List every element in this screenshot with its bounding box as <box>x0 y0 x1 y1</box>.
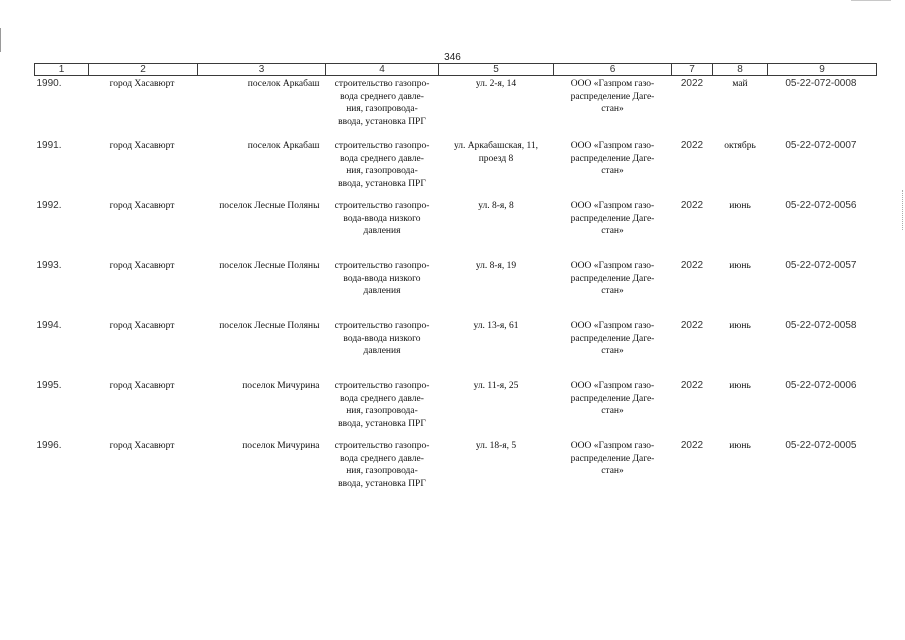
row-number: 1992. <box>36 200 62 211</box>
year-cell: 2022 <box>680 320 704 331</box>
work-type-cell-line: вода-ввода низкого <box>343 273 421 284</box>
table-row <box>35 76 877 139</box>
work-type-cell-line: ввода, установка ПРГ <box>338 178 426 189</box>
month-cell: октябрь <box>724 141 756 151</box>
address-cell-line: ул. 13-я, 61 <box>473 321 519 331</box>
work-type-cell-line: ния, газопровода- <box>346 406 418 416</box>
row-number: 1995. <box>36 380 62 391</box>
organization-cell-line: ООО «Газпром газо- <box>570 321 655 331</box>
settlement-cell: поселок Лесные Поляны <box>219 261 320 271</box>
organization-cell-line: распределение Даге- <box>570 153 655 164</box>
year-cell: 2022 <box>680 380 704 391</box>
work-type-cell-line: вода-ввода низкого <box>343 213 421 224</box>
work-type-cell-line: ввода, установка ПРГ <box>338 116 426 127</box>
work-type-cell <box>326 138 439 198</box>
organization-cell-line: ООО «Газпром газо- <box>570 261 655 271</box>
year-cell: 2022 <box>680 78 704 89</box>
work-type-cell <box>326 76 439 139</box>
work-type-cell-line: вода среднего давле- <box>340 91 424 102</box>
work-type-cell <box>326 378 439 438</box>
address-cell-line: ул. 2-я, 14 <box>475 79 517 89</box>
year-cell: 2022 <box>680 440 704 451</box>
city-cell: город Хасавюрт <box>109 321 175 331</box>
organization-cell-line: ООО «Газпром газо- <box>570 141 655 151</box>
work-type-cell-line: вода среднего давле- <box>340 393 424 404</box>
year-cell: 2022 <box>680 200 704 211</box>
work-type-cell-line: вода среднего давле- <box>340 453 424 464</box>
month-cell: июнь <box>729 381 751 391</box>
table-row <box>35 318 877 378</box>
column-number-row <box>35 64 877 76</box>
organization-cell-line: распределение Даге- <box>570 453 655 464</box>
work-type-cell-line: давления <box>363 226 401 236</box>
work-type-cell-line: вода-ввода низкого <box>343 333 421 344</box>
month-cell: июнь <box>729 441 751 451</box>
organization-cell-line: распределение Даге- <box>570 91 655 102</box>
organization-cell <box>554 378 672 438</box>
organization-cell-line: стан» <box>601 406 624 416</box>
work-type-cell-line: строительство газопро- <box>334 79 430 89</box>
month-cell: июнь <box>729 201 751 211</box>
year-cell: 2022 <box>680 140 704 151</box>
settlement-cell: поселок Мичурина <box>242 381 320 391</box>
work-type-cell-line: строительство газопро- <box>334 261 430 271</box>
organization-cell-line: стан» <box>601 166 624 176</box>
table-row <box>35 138 877 198</box>
object-code-cell: 05-22-072-0008 <box>785 78 857 89</box>
row-number: 1991. <box>36 140 62 151</box>
address-cell <box>439 198 554 258</box>
settlement-cell: поселок Аркабаш <box>247 141 320 151</box>
year-cell: 2022 <box>680 260 704 271</box>
organization-cell <box>554 198 672 258</box>
settlement-cell: поселок Лесные Поляны <box>219 321 320 331</box>
organization-cell <box>554 438 672 498</box>
row-number: 1993. <box>36 260 62 271</box>
city-cell: город Хасавюрт <box>109 79 175 89</box>
column-header: 6 <box>554 64 672 76</box>
scan-corner-mark <box>851 0 891 1</box>
organization-cell-line: распределение Даге- <box>570 393 655 404</box>
column-header: 8 <box>713 64 768 76</box>
work-type-cell <box>326 318 439 378</box>
column-header: 5 <box>439 64 554 76</box>
row-number: 1996. <box>36 440 62 451</box>
address-cell-line: ул. 18-я, 5 <box>475 441 517 451</box>
address-cell <box>439 138 554 198</box>
work-type-cell-line: ввода, установка ПРГ <box>338 418 426 429</box>
address-cell <box>439 258 554 318</box>
organization-cell-line: стан» <box>601 286 624 296</box>
address-cell <box>439 76 554 139</box>
row-number: 1990. <box>36 78 62 89</box>
column-header: 7 <box>672 64 713 76</box>
table-row <box>35 258 877 318</box>
settlement-cell: поселок Аркабаш <box>247 79 320 89</box>
column-header: 1 <box>35 64 89 76</box>
organization-cell-line: стан» <box>601 466 624 476</box>
city-cell: город Хасавюрт <box>109 141 175 151</box>
organization-cell-line: ООО «Газпром газо- <box>570 441 655 451</box>
work-type-cell-line: давления <box>363 346 401 356</box>
address-cell <box>439 318 554 378</box>
work-type-cell-line: вода среднего давле- <box>340 153 424 164</box>
organization-cell <box>554 76 672 139</box>
organization-cell <box>554 138 672 198</box>
city-cell: город Хасавюрт <box>109 201 175 211</box>
scan-edge-mark-left <box>0 28 1 52</box>
settlement-cell: поселок Мичурина <box>242 441 320 451</box>
organization-cell-line: распределение Даге- <box>570 213 655 224</box>
city-cell: город Хасавюрт <box>109 381 175 391</box>
column-header: 2 <box>89 64 198 76</box>
gas-connection-register-table <box>34 63 877 498</box>
address-cell <box>439 438 554 498</box>
month-cell: июнь <box>729 261 751 271</box>
address-cell <box>439 378 554 438</box>
work-type-cell-line: ния, газопровода- <box>346 166 418 176</box>
organization-cell-line: ООО «Газпром газо- <box>570 201 655 211</box>
row-number: 1994. <box>36 320 62 331</box>
object-code-cell: 05-22-072-0006 <box>785 380 857 391</box>
work-type-cell-line: строительство газопро- <box>334 141 430 151</box>
work-type-cell <box>326 198 439 258</box>
work-type-cell-line: давления <box>363 286 401 296</box>
column-header: 4 <box>326 64 439 76</box>
work-type-cell-line: строительство газопро- <box>334 321 430 331</box>
object-code-cell: 05-22-072-0007 <box>785 140 857 151</box>
address-cell-line: ул. 11-я, 25 <box>473 381 519 391</box>
work-type-cell-line: строительство газопро- <box>334 441 430 451</box>
table-row <box>35 198 877 258</box>
work-type-cell-line: строительство газопро- <box>334 381 430 391</box>
organization-cell <box>554 258 672 318</box>
organization-cell-line: стан» <box>601 226 624 236</box>
work-type-cell-line: ния, газопровода- <box>346 466 418 476</box>
table-row <box>35 438 877 498</box>
work-type-cell <box>326 258 439 318</box>
page-number: 346 <box>444 52 461 63</box>
register-body <box>35 76 877 499</box>
object-code-cell: 05-22-072-0057 <box>785 260 857 271</box>
column-header: 9 <box>768 64 877 76</box>
address-cell-line: проезд 8 <box>478 153 514 164</box>
column-header: 3 <box>198 64 326 76</box>
organization-cell-line: стан» <box>601 104 624 114</box>
address-cell-line: ул. Аркабашская, 11, <box>453 141 539 151</box>
month-cell: май <box>732 79 748 89</box>
address-cell-line: ул. 8-я, 19 <box>475 261 517 271</box>
object-code-cell: 05-22-072-0005 <box>785 440 857 451</box>
object-code-cell: 05-22-072-0056 <box>785 200 857 211</box>
work-type-cell-line: ввода, установка ПРГ <box>338 478 426 489</box>
organization-cell-line: распределение Даге- <box>570 333 655 344</box>
object-code-cell: 05-22-072-0058 <box>785 320 857 331</box>
work-type-cell-line: ния, газопровода- <box>346 104 418 114</box>
scan-edge-mark-right <box>901 190 903 230</box>
month-cell: июнь <box>729 321 751 331</box>
organization-cell <box>554 318 672 378</box>
city-cell: город Хасавюрт <box>109 441 175 451</box>
work-type-cell <box>326 438 439 498</box>
city-cell: город Хасавюрт <box>109 261 175 271</box>
organization-cell-line: распределение Даге- <box>570 273 655 284</box>
address-cell-line: ул. 8-я, 8 <box>478 201 514 211</box>
work-type-cell-line: строительство газопро- <box>334 201 430 211</box>
organization-cell-line: ООО «Газпром газо- <box>570 381 655 391</box>
organization-cell-line: стан» <box>601 346 624 356</box>
settlement-cell: поселок Лесные Поляны <box>219 201 320 211</box>
table-row <box>35 378 877 438</box>
organization-cell-line: ООО «Газпром газо- <box>570 79 655 89</box>
